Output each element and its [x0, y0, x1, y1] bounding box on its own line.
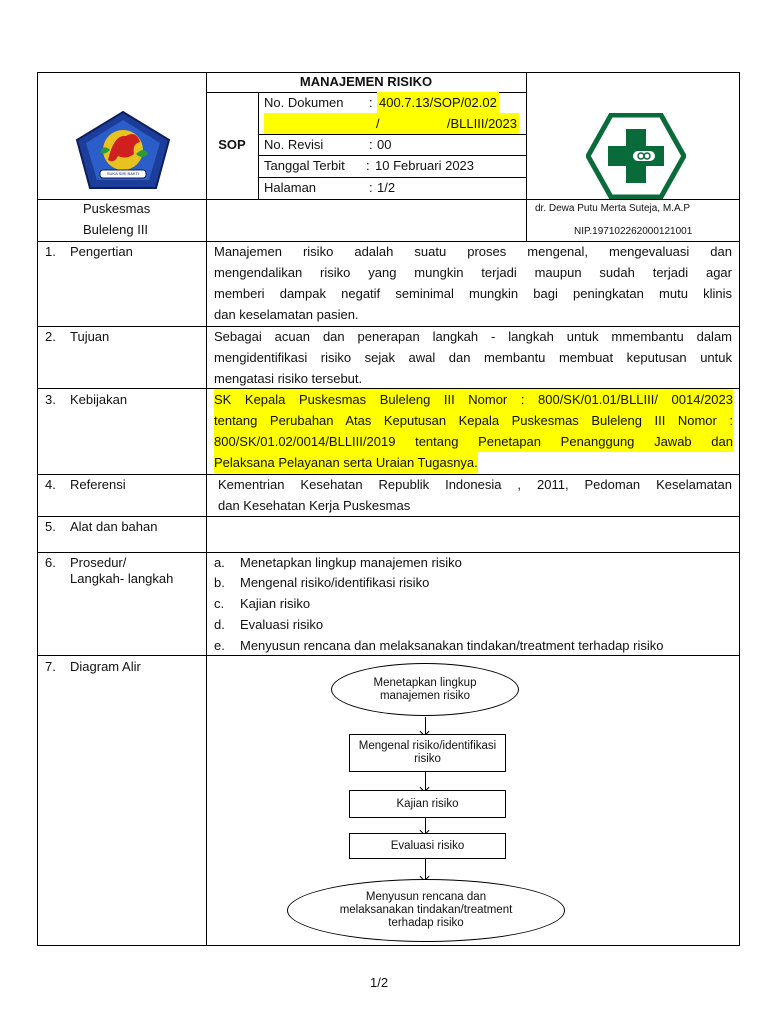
signer-nip: NIP.197102262000121001 [574, 226, 693, 237]
doc-number-value: 400.7.13/SOP/02.02 [377, 92, 499, 113]
section-4-line: dan Kesehatan Kerja Puskesmas [218, 498, 411, 513]
section-1-line: mengendalikan risiko yang mungkin terjadi maupun sudah terjadi agar [214, 265, 732, 280]
flow-start-oval: Menetapkan lingkup manajemen risiko [331, 663, 519, 716]
procedure-mark: d. [214, 617, 225, 632]
procedure-step: Mengenal risiko/identifikasi risiko [240, 575, 430, 590]
issue-date-value: 10 Februari 2023 [375, 158, 475, 173]
section-1-label: Pengertian [70, 244, 133, 259]
procedure-step: Kajian risiko [240, 596, 311, 611]
emblem-shield-icon [74, 110, 172, 190]
doc-number-sep: : [369, 95, 373, 110]
section-2-label: Tujuan [70, 329, 110, 344]
signer-name: dr. Dewa Putu Merta Suteja, M.A.P [535, 203, 691, 214]
sop-label: SOP [218, 137, 246, 152]
revision-sep: : [369, 137, 373, 152]
flow-arrow [425, 772, 426, 790]
section-5-label: Alat dan bahan [70, 519, 158, 534]
page-label: Halaman [264, 180, 317, 195]
section-6-label-line1: Prosedur/ [70, 555, 127, 570]
section-1-line: memberi dampak negatif seminimal mungkin bagi peningkatan mutu klinis [214, 286, 732, 301]
section-1-line: dan keselamatan pasien. [214, 307, 359, 322]
health-cross-icon [586, 113, 686, 199]
org-name-line1: Puskesmas [83, 201, 151, 216]
procedure-mark: e. [214, 638, 225, 653]
regency-emblem [74, 110, 172, 190]
section-6-number: 6. [45, 555, 56, 570]
section-4-line: Kementrian Kesehatan Republik Indonesia , 2011, Pedoman Keselamatan [218, 477, 732, 492]
flow-arrow [425, 818, 426, 833]
procedure-mark: b. [214, 575, 225, 590]
section-6-label-line2: Langkah- langkah [70, 571, 174, 586]
document-title: MANAJEMEN RISIKO [299, 74, 433, 89]
issue-date-label: Tanggal Terbit [264, 158, 345, 173]
section-4-label: Referensi [70, 477, 126, 492]
procedure-step: Menyusun rencana dan melaksanakan tindakan/treatment terhadap risiko [240, 638, 664, 653]
section-7-number: 7. [45, 659, 56, 674]
flow-step-identify: Mengenal risiko/identifikasi risiko [349, 734, 506, 772]
org-name-line2: Buleleng III [83, 222, 149, 237]
section-3-number: 3. [45, 392, 56, 407]
procedure-mark: a. [214, 555, 225, 570]
doc-number-value-line2: / /BLLIII/2023 [264, 113, 519, 134]
page-number: 1/2 [370, 975, 389, 990]
section-3-label: Kebijakan [70, 392, 128, 407]
procedure-step: Evaluasi risiko [240, 617, 324, 632]
flow-end-oval: Menyusun rencana dan melaksanakan tindakan/treatment terhadap risiko [287, 879, 565, 942]
section-4-number: 4. [45, 477, 56, 492]
section-7-label: Diagram Alir [70, 659, 141, 674]
section-2-line: Sebagai acuan dan penerapan langkah - langkah untuk mmembantu dalam [214, 329, 732, 344]
page-sep: : [369, 180, 373, 195]
section-2-line: mengidentifikasi risiko sejak awal dan membantu membuat keputusan untuk [214, 350, 732, 365]
flow-arrow [425, 717, 426, 734]
section-1-number: 1. [45, 244, 56, 259]
page-value: 1/2 [377, 180, 396, 195]
procedure-mark: c. [214, 596, 225, 611]
policy-line: Pelaksana Pelayanan serta Uraian Tugasnya. [214, 452, 478, 473]
revision-label: No. Revisi [264, 137, 324, 152]
section-1-line: Manajemen risiko adalah suatu proses mengenal, mengevaluasi dan [214, 244, 732, 259]
issue-date-sep: : [366, 158, 370, 173]
section-2-line: mengatasi risiko tersebut. [214, 371, 363, 386]
policy-line: 800/SK/01.02/0014/BLLIII/2019 tentang Penetapan Penanggung Jawab dan [214, 431, 733, 452]
section-2-number: 2. [45, 329, 56, 344]
revision-value: 00 [377, 137, 392, 152]
flow-step-evaluate: Evaluasi risiko [349, 833, 506, 859]
flow-step-assess: Kajian risiko [349, 790, 506, 818]
puskesmas-logo [586, 113, 686, 199]
section-5-number: 5. [45, 519, 56, 534]
procedure-step: Menetapkan lingkup manajemen risiko [240, 555, 462, 570]
flow-arrow [425, 859, 426, 879]
doc-number-label: No. Dokumen [264, 95, 344, 110]
emblem-motto: SUKA SIRI BAKTI [106, 171, 140, 176]
policy-line: SK Kepala Puskesmas Buleleng III Nomor : 800/SK/01.01/BLLIII/ 0014/2023 [214, 389, 733, 410]
policy-line: tentang Perubahan Atas Keputusan Kepala Puskesmas Buleleng III Nomor : [214, 410, 733, 431]
